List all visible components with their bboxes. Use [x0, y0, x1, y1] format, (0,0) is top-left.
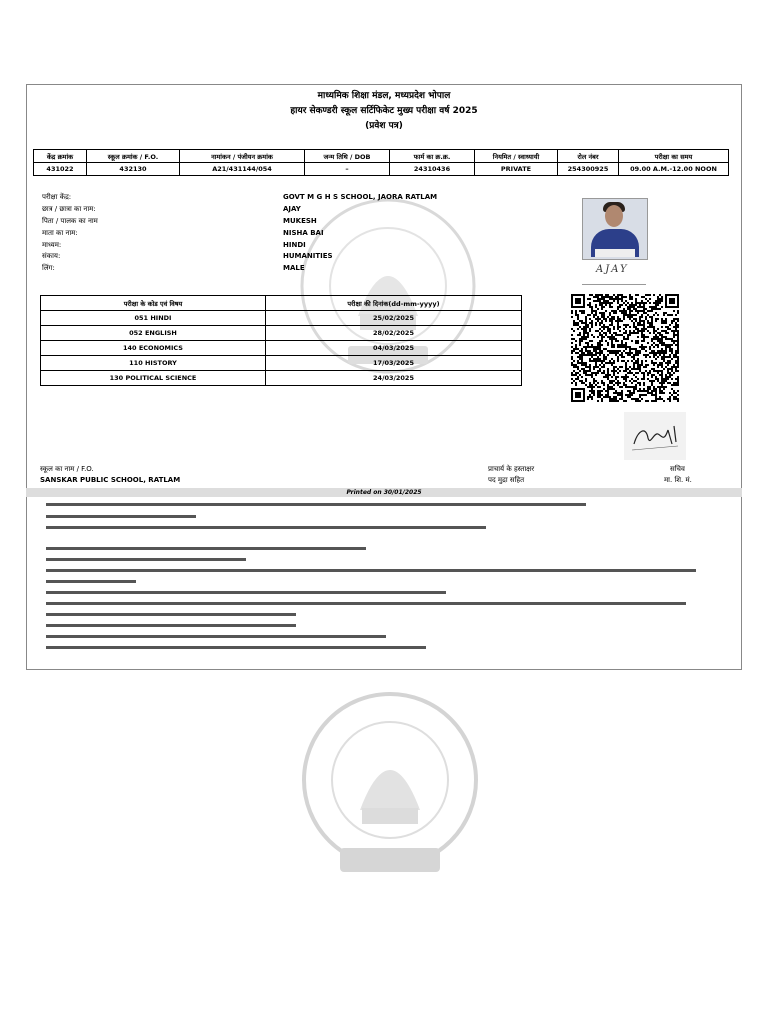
label-mother-name: माता का नाम:: [42, 228, 78, 237]
school-name-label: स्कूल का नाम / F.O.: [40, 465, 94, 473]
exam-center-value: GOVT M G H S SCHOOL, JAORA RATLAM: [283, 193, 438, 201]
date-cell: 25/02/2025: [266, 311, 522, 326]
school-name-value: SANSKAR PUBLIC SCHOOL, RATLAM: [40, 476, 181, 484]
table-header-row: [34, 150, 729, 163]
candidate-info-values: [283, 192, 437, 275]
faculty-value: HUMANITIES: [283, 252, 333, 261]
table-row: [41, 356, 522, 371]
col-subject: परीक्षा के कोड एवं विषय: [41, 296, 266, 311]
instruction-line: [46, 624, 296, 627]
col-school-code: स्कूल क्रमांक / F.O.: [87, 150, 180, 163]
enrollment-value: A21/431144/054: [180, 163, 305, 176]
gender-value: MALE: [283, 264, 305, 273]
secretary-signature-stamp: [624, 412, 686, 460]
label-father-name: पिता / पालक का नाम: [42, 216, 98, 225]
subject-cell: 052 ENGLISH: [41, 326, 266, 341]
qr-code: [571, 294, 679, 402]
col-roll-no: रोल नंबर: [558, 150, 619, 163]
table-row: [34, 163, 729, 176]
instruction-line: [46, 602, 686, 605]
instruction-line: [46, 569, 696, 572]
instruction-line: [46, 558, 246, 561]
category-value: PRIVATE: [475, 163, 558, 176]
board-title: माध्यमिक शिक्षा मंडल, मध्यप्रदेश भोपाल: [317, 91, 451, 101]
table-row: [41, 371, 522, 386]
col-dob: जन्म तिथि / DOB: [305, 150, 390, 163]
table-row: [41, 341, 522, 356]
instruction-line: [46, 580, 136, 583]
table-row: [41, 326, 522, 341]
label-medium: माध्यम:: [42, 240, 62, 249]
col-exam-date: परीक्षा की दिनांक(dd-mm-yyyy): [266, 296, 522, 311]
candidate-signature: AJAY: [596, 264, 629, 275]
instruction-line: [46, 591, 446, 594]
roll-no-value: 254300925: [558, 163, 619, 176]
document-type: (प्रवेश पत्र): [365, 121, 403, 131]
table-row: [41, 311, 522, 326]
instruction-line: [46, 503, 586, 506]
candidate-summary-table: [33, 149, 729, 176]
subject-cell: 110 HISTORY: [41, 356, 266, 371]
principal-designation-label: पद मुद्रा सहित: [488, 476, 525, 484]
date-cell: 24/03/2025: [266, 371, 522, 386]
instruction-line: [46, 646, 426, 649]
instruction-line: [46, 635, 386, 638]
principal-signature-label: प्राचार्य के हस्ताक्षर: [488, 465, 535, 473]
col-exam-time: परीक्षा का समय: [619, 150, 729, 163]
instruction-line: [46, 526, 486, 529]
exam-title: हायर सेकण्डरी स्कूल सर्टिफिकेट मुख्य परीक्षा वर्ष 2025: [290, 106, 478, 116]
subject-cell: 140 ECONOMICS: [41, 341, 266, 356]
date-cell: 04/03/2025: [266, 341, 522, 356]
label-gender: लिंग:: [42, 264, 55, 273]
col-center-code: केंद्र क्रमांक: [34, 150, 87, 163]
candidate-info-labels: [42, 192, 98, 275]
col-form-no: फार्म का क्र.क्र.: [390, 150, 475, 163]
school-code-value: 432130: [87, 163, 180, 176]
printed-on-banner: Printed on 30/01/2025: [26, 488, 742, 497]
secretary-sub-label: मा. शि. मं.: [664, 476, 692, 484]
subjects-header-row: [41, 296, 522, 311]
medium-value: HINDI: [283, 240, 306, 249]
secretary-label: सचिव: [670, 465, 685, 473]
candidate-photo: [582, 198, 648, 260]
subject-cell: 051 HINDI: [41, 311, 266, 326]
subject-cell: 130 POLITICAL SCIENCE: [41, 371, 266, 386]
instructions-block: [40, 500, 730, 646]
dob-value: –: [305, 163, 390, 176]
father-name-value: MUKESH: [283, 216, 317, 225]
label-student-name: छात्र / छात्रा का नाम:: [42, 204, 96, 213]
mother-name-value: NISHA BAI: [283, 228, 324, 237]
subjects-table: [40, 295, 522, 386]
instruction-line: [46, 613, 296, 616]
instruction-line: [46, 547, 366, 550]
col-enrollment: नामांकन / पंजीयन क्रमांक: [180, 150, 305, 163]
label-exam-center: परीक्षा केंद्र:: [42, 193, 72, 201]
date-cell: 28/02/2025: [266, 326, 522, 341]
student-name-value: AJAY: [283, 204, 301, 213]
instruction-line: [46, 515, 196, 518]
exam-time-value: 09.00 A.M.-12.00 NOON: [619, 163, 729, 176]
board-emblem-watermark-lower: [300, 690, 480, 880]
date-cell: 17/03/2025: [266, 356, 522, 371]
form-no-value: 24310436: [390, 163, 475, 176]
center-code-value: 431022: [34, 163, 87, 176]
col-category: नियमित / स्वाध्यायी: [475, 150, 558, 163]
label-faculty: संकाय:: [42, 252, 61, 261]
